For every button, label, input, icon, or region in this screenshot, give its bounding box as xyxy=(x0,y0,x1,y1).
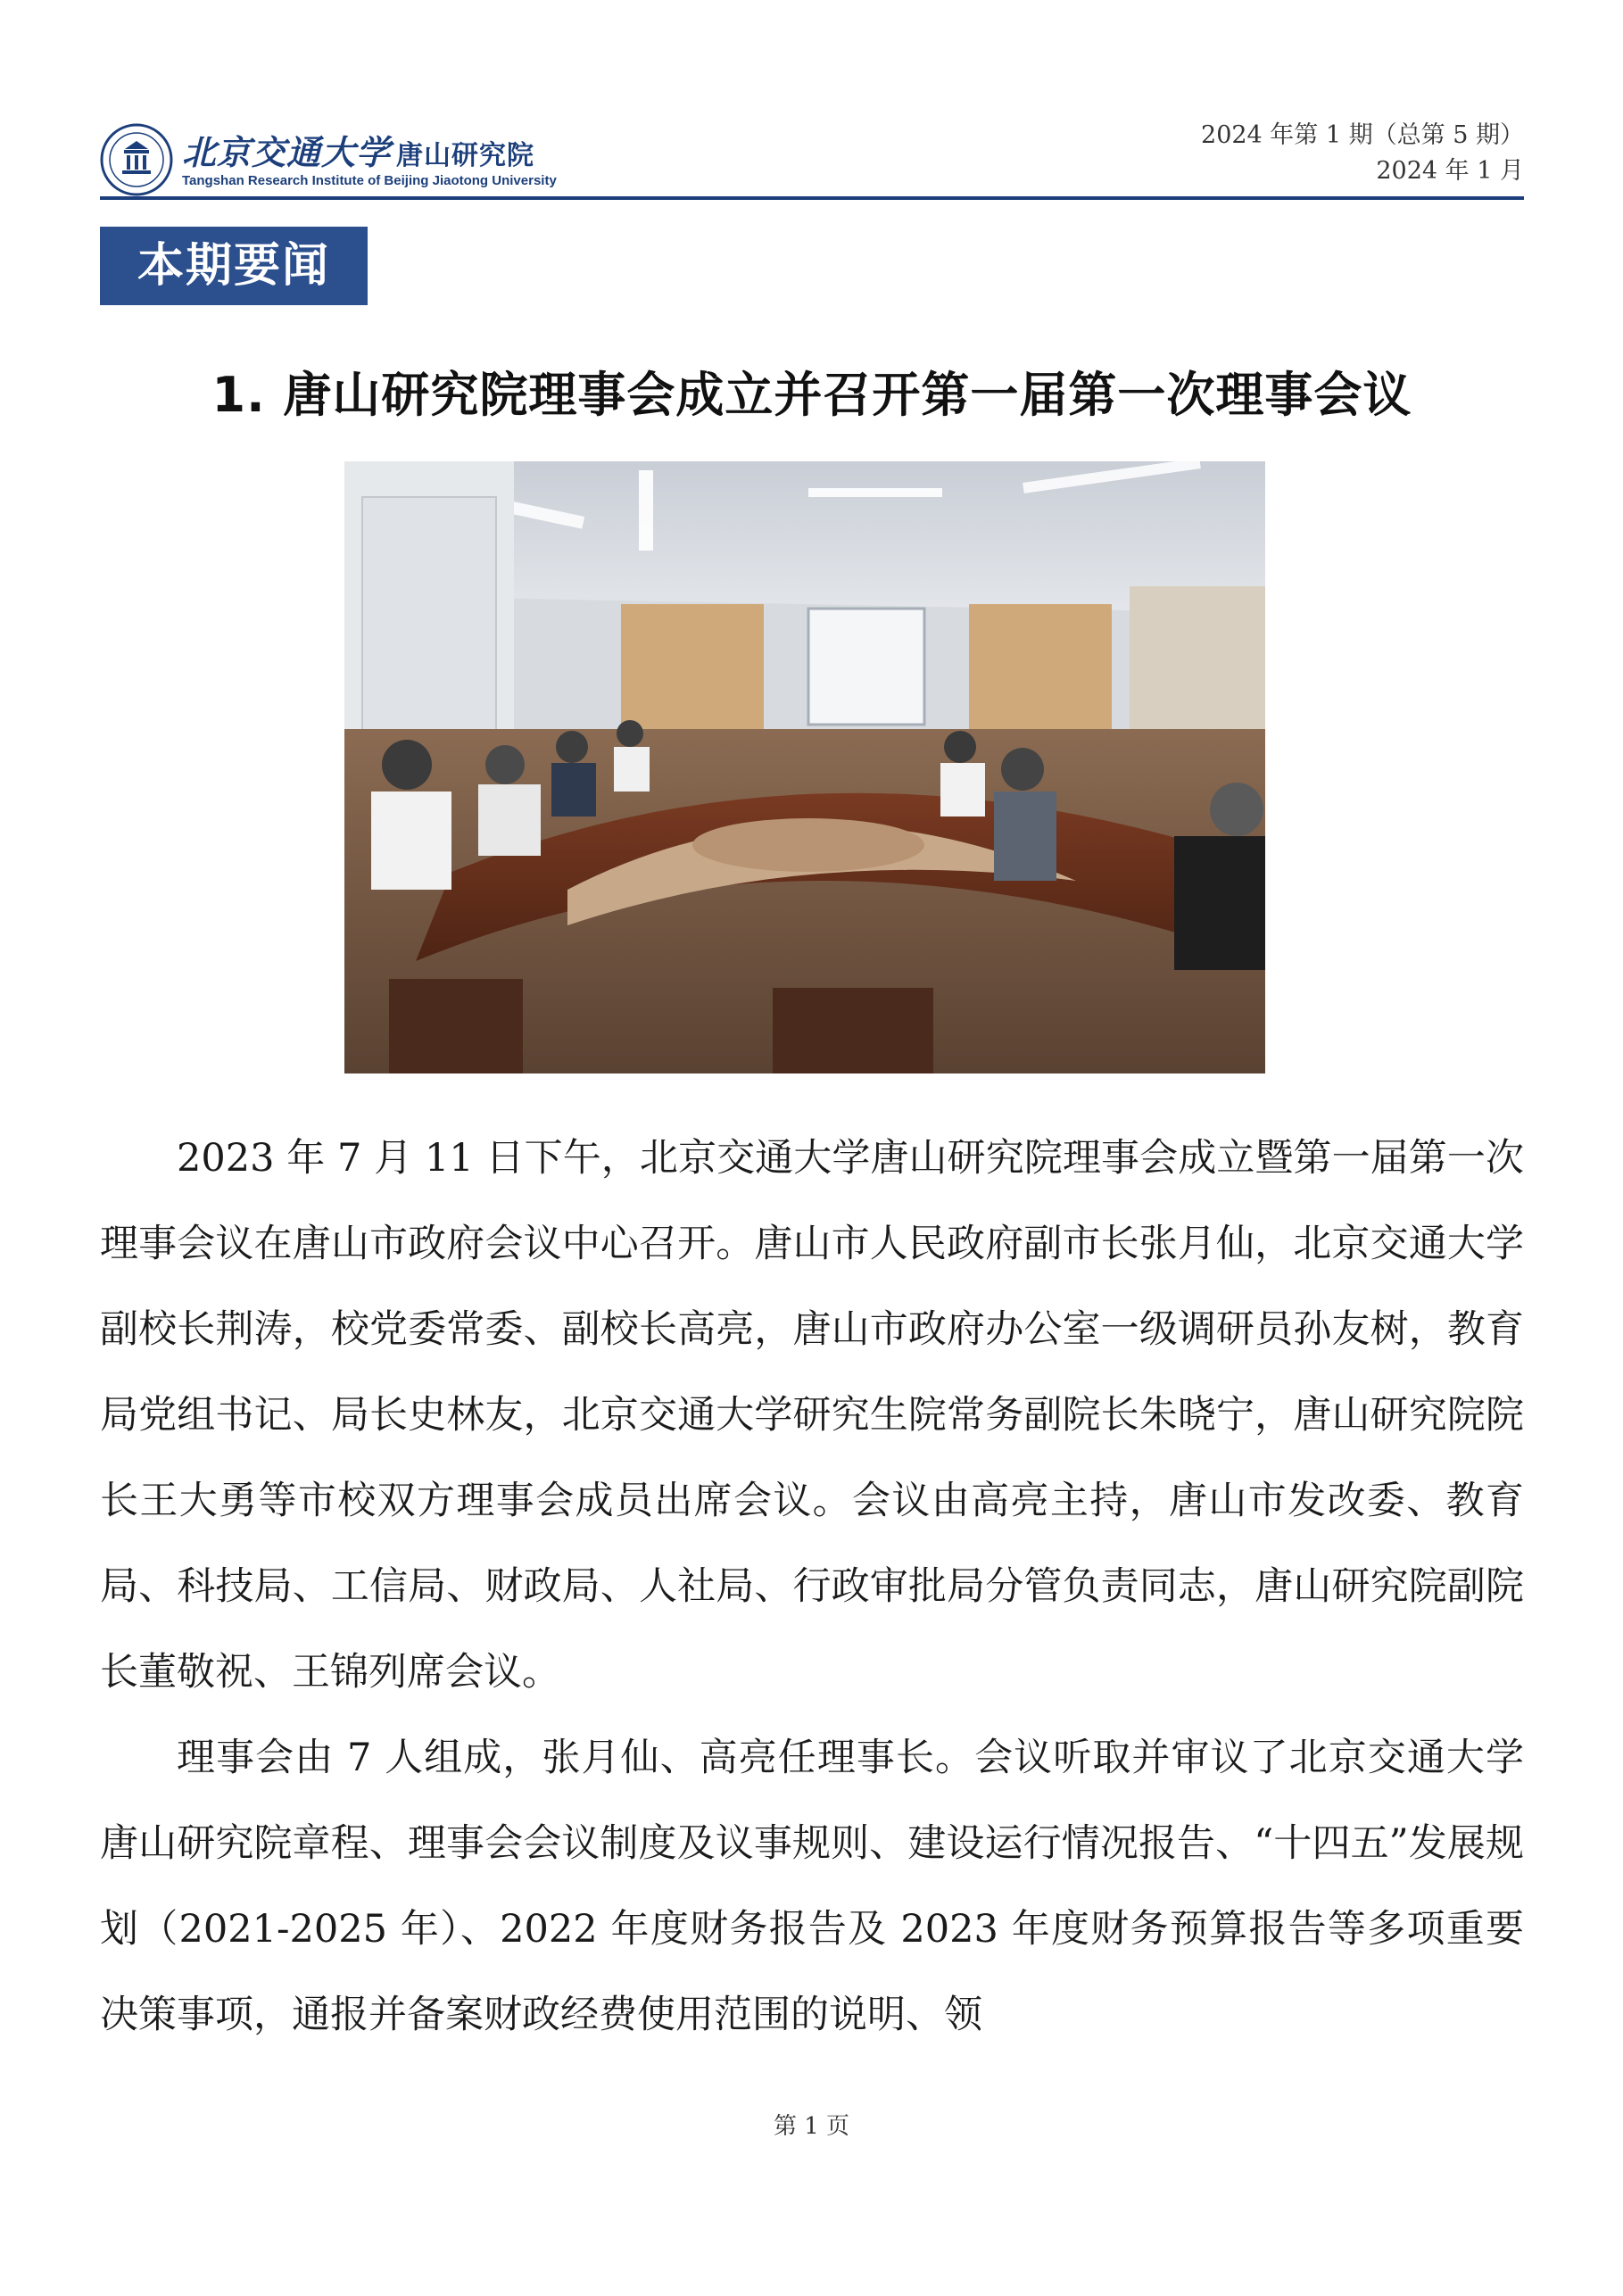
page-number: 第 1 页 xyxy=(773,2113,850,2140)
header-divider xyxy=(100,196,1524,200)
issue-info xyxy=(1201,118,1524,189)
logo-university-name: 北京交通大学 xyxy=(182,132,392,172)
university-emblem-icon xyxy=(100,123,173,196)
issue-number: 2024 年第 1 期（总第 5 期） xyxy=(1201,121,1524,149)
institute-logo xyxy=(100,118,557,200)
meeting-room-photo-icon xyxy=(344,461,1265,1073)
section-tag: 本期要闻 xyxy=(100,227,368,305)
article-paragraph: 2023 年 7 月 11 日下午，北京交通大学唐山研究院理事会成立暨第一届第一次理事会议在唐山市政府会议中心召开。唐山市人民政府副市长张月仙，北京交通大学副校长荆涛，校党委常委、副校长高亮，唐山市政府办公室一级调研员孙友树，教育局党组书记、局长史林友，北京交通大学研究生院常务副院长朱晓宁，唐山研究院院长王大勇等市校双方理事会成员出席会议。会议由高亮主持，唐山市发改委、教育局、科技局、工信局、财政局、人社局、行政审批局分管负责同志，唐山研究院副院长董敬祝、王锦列席会议。 xyxy=(100,1136,1524,1695)
logo-institute-name: 唐山研究院 xyxy=(396,140,535,171)
logo-chinese-name xyxy=(182,125,534,174)
page-header xyxy=(100,105,1524,202)
article-paragraph: 理事会由 7 人组成，张月仙、高亮任理事长。会议听取并审议了北京交通大学唐山研究院章程、理事会会议制度及议事规则、建设运行情况报告、“十四五”发展规划（2021-2025 年）、2022 年度财务报告及 2023 年度财务预算报告等多项重要决策事项，通报并备案财政经费使用范围的说明、领 xyxy=(100,1736,1524,2037)
logo-english-name: Tangshan Research Institute of Beijing Jiaotong University xyxy=(182,173,557,188)
meeting-photo xyxy=(344,461,1265,1073)
issue-date: 2024 年 1 月 xyxy=(1376,157,1524,185)
article-title: 1. 唐山研究院理事会成立并召开第一届第一次理事会议 xyxy=(211,367,1412,423)
article-body xyxy=(100,1115,1524,2058)
